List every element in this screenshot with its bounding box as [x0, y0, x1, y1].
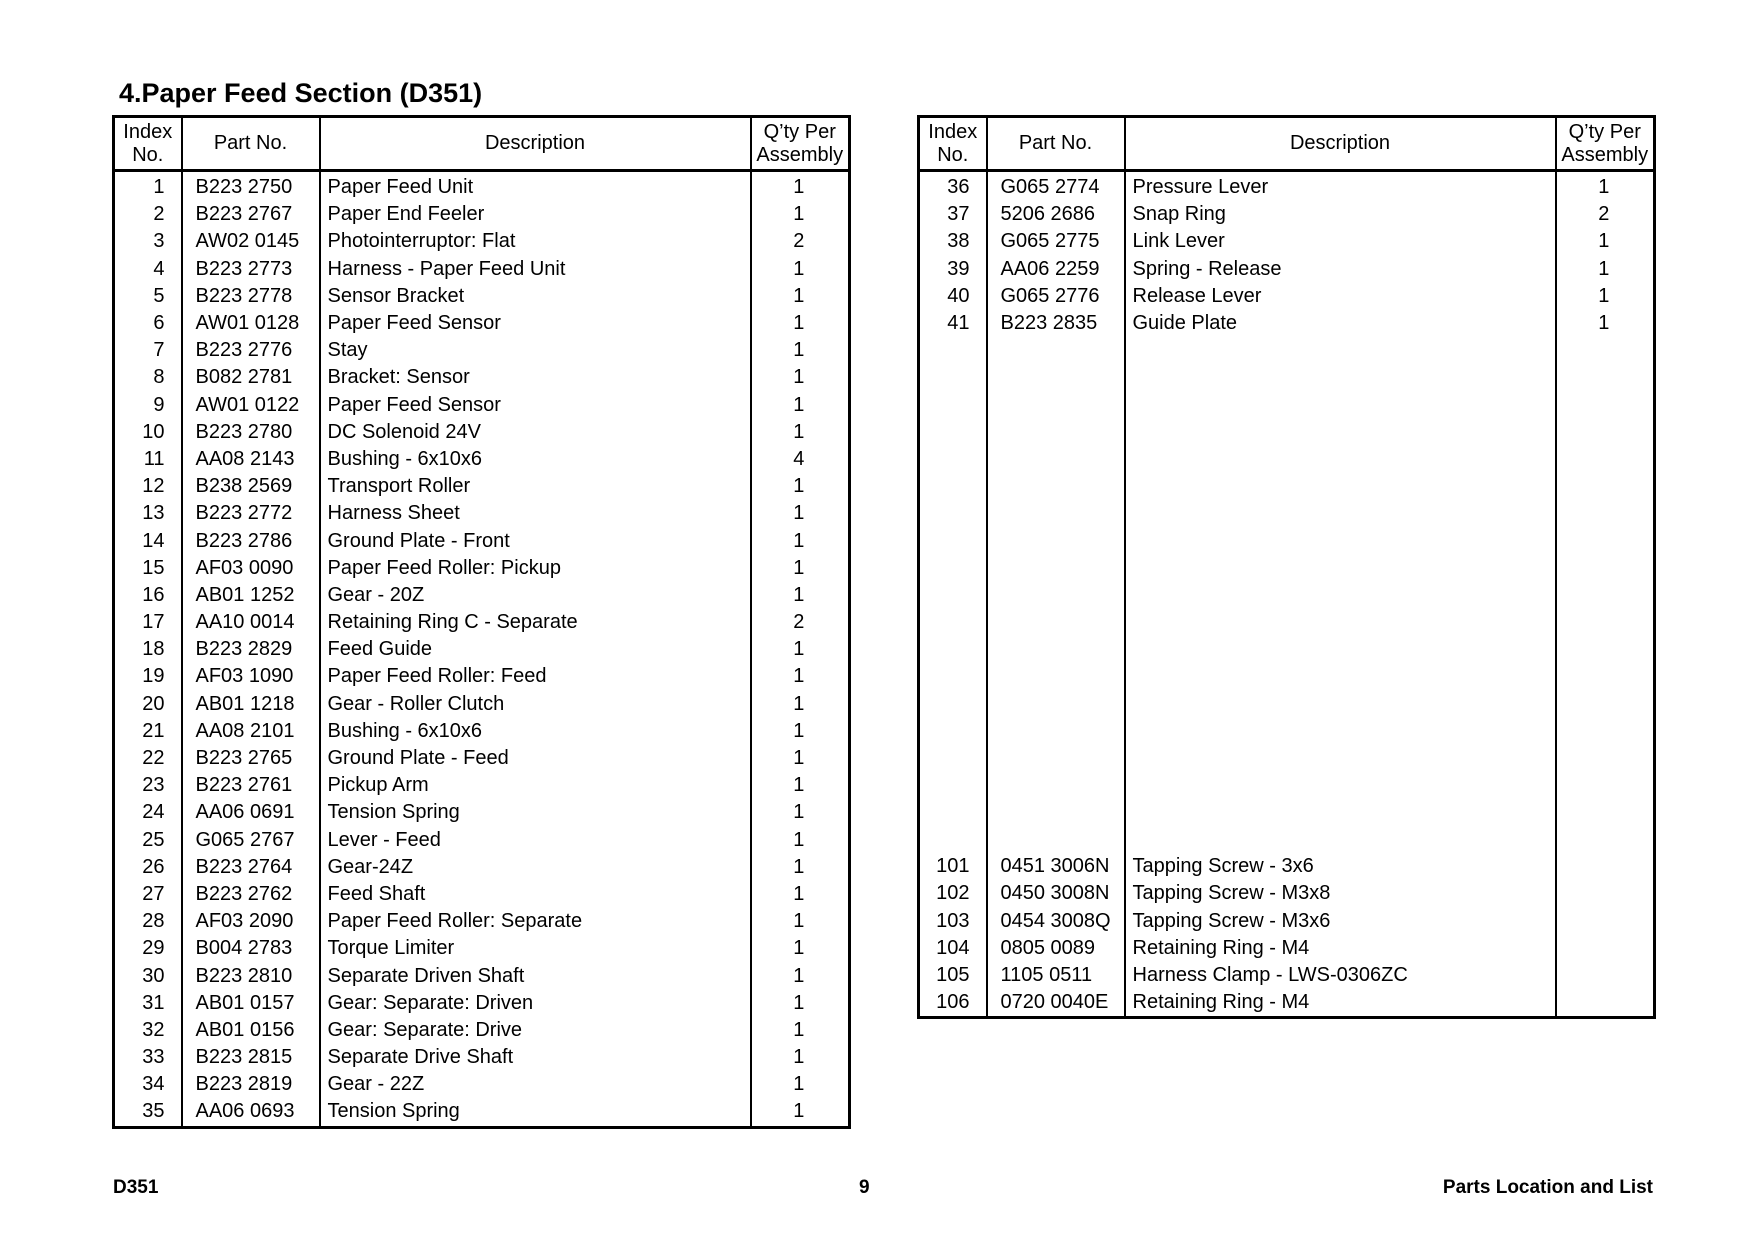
cell-description: Transport Roller	[320, 473, 751, 500]
table-row	[114, 582, 850, 609]
table-blank-gap	[919, 337, 1655, 853]
cell-part-no: B223 2829	[182, 636, 320, 663]
cell-description: Paper Feed Roller: Separate	[320, 908, 751, 935]
cell-index: 20	[114, 691, 182, 718]
cell-part-no: B223 2810	[182, 962, 320, 989]
cell-qty: 1	[751, 772, 850, 799]
cell-description: Paper End Feeler	[320, 201, 751, 228]
table-row	[114, 827, 850, 854]
table-row	[919, 908, 1655, 935]
table-row	[114, 962, 850, 989]
cell-description: Paper Feed Roller: Feed	[320, 663, 751, 690]
cell-qty: 1	[751, 962, 850, 989]
cell-part-no: 0450 3008N	[987, 880, 1125, 907]
cell-description: Retaining Ring - M4	[1125, 989, 1556, 1018]
cell-index: 30	[114, 962, 182, 989]
blank-cell	[919, 337, 987, 853]
cell-index: 9	[114, 392, 182, 419]
cell-description: Pickup Arm	[320, 772, 751, 799]
cell-qty: 1	[751, 1071, 850, 1098]
table-row	[114, 419, 850, 446]
cell-part-no: B223 2764	[182, 854, 320, 881]
cell-index: 33	[114, 1044, 182, 1071]
cell-description: Stay	[320, 337, 751, 364]
table-row	[114, 310, 850, 337]
cell-qty: 1	[751, 827, 850, 854]
cell-qty: 1	[751, 171, 850, 202]
table-row	[114, 392, 850, 419]
header-part-no: Part No.	[987, 117, 1125, 171]
cell-part-no: AW01 0122	[182, 392, 320, 419]
cell-part-no: B082 2781	[182, 364, 320, 391]
cell-part-no: B223 2750	[182, 171, 320, 202]
cell-part-no: B223 2780	[182, 419, 320, 446]
cell-part-no: G065 2774	[987, 171, 1125, 202]
table-row	[919, 228, 1655, 255]
cell-qty: 2	[751, 228, 850, 255]
cell-part-no: AW01 0128	[182, 310, 320, 337]
cell-description: Gear-24Z	[320, 854, 751, 881]
cell-index: 29	[114, 935, 182, 962]
cell-part-no: B223 2835	[987, 310, 1125, 337]
table-header-row	[114, 117, 850, 171]
cell-description: Sensor Bracket	[320, 283, 751, 310]
cell-description: Gear - 22Z	[320, 1071, 751, 1098]
cell-part-no: B223 2761	[182, 772, 320, 799]
cell-part-no: AA10 0014	[182, 609, 320, 636]
table-row	[114, 171, 850, 202]
cell-part-no: AA08 2101	[182, 718, 320, 745]
header-description: Description	[1125, 117, 1556, 171]
cell-qty: 1	[1556, 256, 1655, 283]
table-row	[114, 1017, 850, 1044]
table-row	[114, 636, 850, 663]
cell-description: Bushing - 6x10x6	[320, 718, 751, 745]
cell-index: 36	[919, 171, 987, 202]
cell-qty	[1556, 989, 1655, 1018]
cell-part-no: AA06 0691	[182, 799, 320, 826]
cell-qty	[1556, 962, 1655, 989]
cell-qty: 1	[751, 1044, 850, 1071]
parts-table-left	[112, 115, 851, 1129]
table-row	[114, 228, 850, 255]
cell-index: 6	[114, 310, 182, 337]
cell-index: 13	[114, 500, 182, 527]
cell-part-no: G065 2776	[987, 283, 1125, 310]
cell-index: 7	[114, 337, 182, 364]
cell-description: Tension Spring	[320, 799, 751, 826]
footer-section-name: Parts Location and List	[1442, 1177, 1653, 1198]
cell-qty: 1	[751, 256, 850, 283]
cell-qty: 1	[751, 908, 850, 935]
cell-description: Paper Feed Sensor	[320, 392, 751, 419]
cell-description: Feed Guide	[320, 636, 751, 663]
cell-index: 18	[114, 636, 182, 663]
header-part-no: Part No.	[182, 117, 320, 171]
cell-description: Bracket: Sensor	[320, 364, 751, 391]
cell-qty: 1	[751, 990, 850, 1017]
cell-description: Photointerruptor: Flat	[320, 228, 751, 255]
cell-qty: 1	[751, 854, 850, 881]
cell-index: 3	[114, 228, 182, 255]
cell-index: 103	[919, 908, 987, 935]
cell-description: Lever - Feed	[320, 827, 751, 854]
cell-part-no: AA08 2143	[182, 446, 320, 473]
cell-description: Retaining Ring C - Separate	[320, 609, 751, 636]
cell-part-no: AA06 2259	[987, 256, 1125, 283]
cell-description: Pressure Lever	[1125, 171, 1556, 202]
cell-qty: 1	[751, 799, 850, 826]
cell-part-no: B004 2783	[182, 935, 320, 962]
table-row	[114, 555, 850, 582]
cell-part-no: B223 2773	[182, 256, 320, 283]
table-row	[919, 171, 1655, 202]
table-row	[114, 745, 850, 772]
table-header-row	[919, 117, 1655, 171]
cell-qty: 1	[1556, 283, 1655, 310]
cell-index: 10	[114, 419, 182, 446]
cell-qty: 2	[751, 609, 850, 636]
cell-index: 26	[114, 854, 182, 881]
cell-qty: 1	[751, 201, 850, 228]
cell-description: Tension Spring	[320, 1098, 751, 1127]
cell-index: 106	[919, 989, 987, 1018]
cell-index: 5	[114, 283, 182, 310]
cell-description: Separate Drive Shaft	[320, 1044, 751, 1071]
cell-qty: 1	[1556, 310, 1655, 337]
cell-part-no: AB01 1252	[182, 582, 320, 609]
parts-table-right	[917, 115, 1656, 1019]
cell-index: 21	[114, 718, 182, 745]
cell-index: 2	[114, 201, 182, 228]
cell-index: 12	[114, 473, 182, 500]
blank-cell	[1125, 337, 1556, 853]
table-row	[919, 989, 1655, 1018]
table-row	[114, 691, 850, 718]
cell-part-no: B223 2776	[182, 337, 320, 364]
cell-part-no: B223 2815	[182, 1044, 320, 1071]
cell-qty: 1	[751, 283, 850, 310]
cell-part-no: AA06 0693	[182, 1098, 320, 1127]
cell-index: 25	[114, 827, 182, 854]
cell-part-no: AF03 2090	[182, 908, 320, 935]
cell-description: Gear: Separate: Driven	[320, 990, 751, 1017]
cell-index: 41	[919, 310, 987, 337]
table-row	[114, 718, 850, 745]
table-row	[919, 962, 1655, 989]
table-row	[114, 1071, 850, 1098]
header-qty: Q’ty Per Assembly	[751, 117, 850, 171]
cell-qty: 1	[1556, 171, 1655, 202]
cell-qty: 4	[751, 446, 850, 473]
cell-index: 102	[919, 880, 987, 907]
cell-index: 31	[114, 990, 182, 1017]
cell-description: Harness Sheet	[320, 500, 751, 527]
table-row	[114, 364, 850, 391]
table-row	[114, 201, 850, 228]
table-row	[114, 256, 850, 283]
cell-description: Ground Plate - Feed	[320, 745, 751, 772]
cell-description: Separate Driven Shaft	[320, 962, 751, 989]
cell-part-no: 0454 3008Q	[987, 908, 1125, 935]
cell-index: 16	[114, 582, 182, 609]
table-row	[114, 881, 850, 908]
cell-index: 104	[919, 935, 987, 962]
cell-qty	[1556, 908, 1655, 935]
cell-qty: 1	[751, 419, 850, 446]
table-row	[114, 990, 850, 1017]
cell-description: Bushing - 6x10x6	[320, 446, 751, 473]
cell-index: 17	[114, 609, 182, 636]
table-row	[114, 337, 850, 364]
table-row	[114, 446, 850, 473]
cell-qty	[1556, 880, 1655, 907]
cell-index: 1	[114, 171, 182, 202]
cell-qty: 1	[1556, 228, 1655, 255]
cell-index: 39	[919, 256, 987, 283]
cell-part-no: B223 2819	[182, 1071, 320, 1098]
cell-description: Paper Feed Roller: Pickup	[320, 555, 751, 582]
cell-part-no: AW02 0145	[182, 228, 320, 255]
cell-qty: 1	[751, 663, 850, 690]
cell-part-no: B223 2767	[182, 201, 320, 228]
header-description: Description	[320, 117, 751, 171]
cell-description: Harness - Paper Feed Unit	[320, 256, 751, 283]
table-row	[919, 880, 1655, 907]
cell-qty: 1	[751, 881, 850, 908]
cell-index: 14	[114, 527, 182, 554]
cell-description: Spring - Release	[1125, 256, 1556, 283]
table-row	[114, 283, 850, 310]
cell-part-no: B223 2786	[182, 527, 320, 554]
cell-qty: 1	[751, 527, 850, 554]
table-row	[919, 256, 1655, 283]
cell-qty: 1	[751, 1017, 850, 1044]
cell-qty	[1556, 935, 1655, 962]
cell-index: 22	[114, 745, 182, 772]
header-index: Index No.	[114, 117, 182, 171]
cell-qty: 1	[751, 718, 850, 745]
cell-qty: 1	[751, 636, 850, 663]
cell-qty: 1	[751, 500, 850, 527]
cell-part-no: G065 2775	[987, 228, 1125, 255]
cell-index: 15	[114, 555, 182, 582]
cell-index: 11	[114, 446, 182, 473]
cell-qty: 1	[751, 364, 850, 391]
cell-part-no: 0451 3006N	[987, 853, 1125, 880]
section-title: 4.Paper Feed Section (D351)	[119, 78, 483, 108]
cell-description: Tapping Screw - 3x6	[1125, 853, 1556, 880]
cell-qty: 1	[751, 392, 850, 419]
table-row	[919, 310, 1655, 337]
blank-cell	[1556, 337, 1655, 853]
cell-part-no: B223 2772	[182, 500, 320, 527]
cell-qty: 1	[751, 473, 850, 500]
cell-description: Link Lever	[1125, 228, 1556, 255]
table-row	[114, 908, 850, 935]
cell-index: 19	[114, 663, 182, 690]
table-row	[114, 1098, 850, 1127]
cell-index: 35	[114, 1098, 182, 1127]
cell-qty: 1	[751, 555, 850, 582]
table-row	[114, 935, 850, 962]
cell-qty: 1	[751, 310, 850, 337]
cell-description: Guide Plate	[1125, 310, 1556, 337]
table-row	[114, 473, 850, 500]
cell-description: Feed Shaft	[320, 881, 751, 908]
cell-description: Retaining Ring - M4	[1125, 935, 1556, 962]
cell-description: Paper Feed Sensor	[320, 310, 751, 337]
cell-index: 38	[919, 228, 987, 255]
table-row	[114, 500, 850, 527]
cell-index: 34	[114, 1071, 182, 1098]
cell-description: Torque Limiter	[320, 935, 751, 962]
cell-index: 105	[919, 962, 987, 989]
cell-index: 27	[114, 881, 182, 908]
cell-description: Tapping Screw - M3x8	[1125, 880, 1556, 907]
cell-qty	[1556, 853, 1655, 880]
table-row	[919, 853, 1655, 880]
table-row	[114, 527, 850, 554]
cell-part-no: 5206 2686	[987, 201, 1125, 228]
table-row	[114, 799, 850, 826]
footer-model: D351	[113, 1177, 159, 1198]
table-row	[919, 283, 1655, 310]
table-row	[114, 663, 850, 690]
cell-part-no: AF03 1090	[182, 663, 320, 690]
table-row	[114, 854, 850, 881]
cell-part-no: 1105 0511	[987, 962, 1125, 989]
cell-description: Tapping Screw - M3x6	[1125, 908, 1556, 935]
cell-description: Release Lever	[1125, 283, 1556, 310]
cell-qty: 2	[1556, 201, 1655, 228]
cell-index: 101	[919, 853, 987, 880]
cell-description: DC Solenoid 24V	[320, 419, 751, 446]
cell-part-no: AB01 0156	[182, 1017, 320, 1044]
cell-description: Harness Clamp - LWS-0306ZC	[1125, 962, 1556, 989]
footer-page-number: 9	[859, 1177, 870, 1198]
cell-index: 28	[114, 908, 182, 935]
header-index: Index No.	[919, 117, 987, 171]
header-qty: Q’ty Per Assembly	[1556, 117, 1655, 171]
cell-description: Ground Plate - Front	[320, 527, 751, 554]
cell-part-no: B223 2778	[182, 283, 320, 310]
cell-qty: 1	[751, 745, 850, 772]
cell-description: Paper Feed Unit	[320, 171, 751, 202]
cell-index: 8	[114, 364, 182, 391]
cell-description: Gear - Roller Clutch	[320, 691, 751, 718]
cell-qty: 1	[751, 582, 850, 609]
cell-part-no: 0720 0040E	[987, 989, 1125, 1018]
cell-description: Snap Ring	[1125, 201, 1556, 228]
table-row	[114, 1044, 850, 1071]
cell-index: 24	[114, 799, 182, 826]
cell-index: 4	[114, 256, 182, 283]
cell-index: 37	[919, 201, 987, 228]
cell-index: 32	[114, 1017, 182, 1044]
table-row	[919, 935, 1655, 962]
table-row	[114, 609, 850, 636]
cell-qty: 1	[751, 935, 850, 962]
cell-part-no: AF03 0090	[182, 555, 320, 582]
table-row	[114, 772, 850, 799]
cell-qty: 1	[751, 691, 850, 718]
cell-description: Gear: Separate: Drive	[320, 1017, 751, 1044]
cell-part-no: B223 2762	[182, 881, 320, 908]
cell-part-no: B223 2765	[182, 745, 320, 772]
cell-qty: 1	[751, 1098, 850, 1127]
cell-index: 23	[114, 772, 182, 799]
cell-qty: 1	[751, 337, 850, 364]
cell-part-no: AB01 0157	[182, 990, 320, 1017]
cell-part-no: 0805 0089	[987, 935, 1125, 962]
cell-part-no: AB01 1218	[182, 691, 320, 718]
cell-part-no: G065 2767	[182, 827, 320, 854]
blank-cell	[987, 337, 1125, 853]
cell-part-no: B238 2569	[182, 473, 320, 500]
cell-index: 40	[919, 283, 987, 310]
table-row	[919, 201, 1655, 228]
cell-description: Gear - 20Z	[320, 582, 751, 609]
